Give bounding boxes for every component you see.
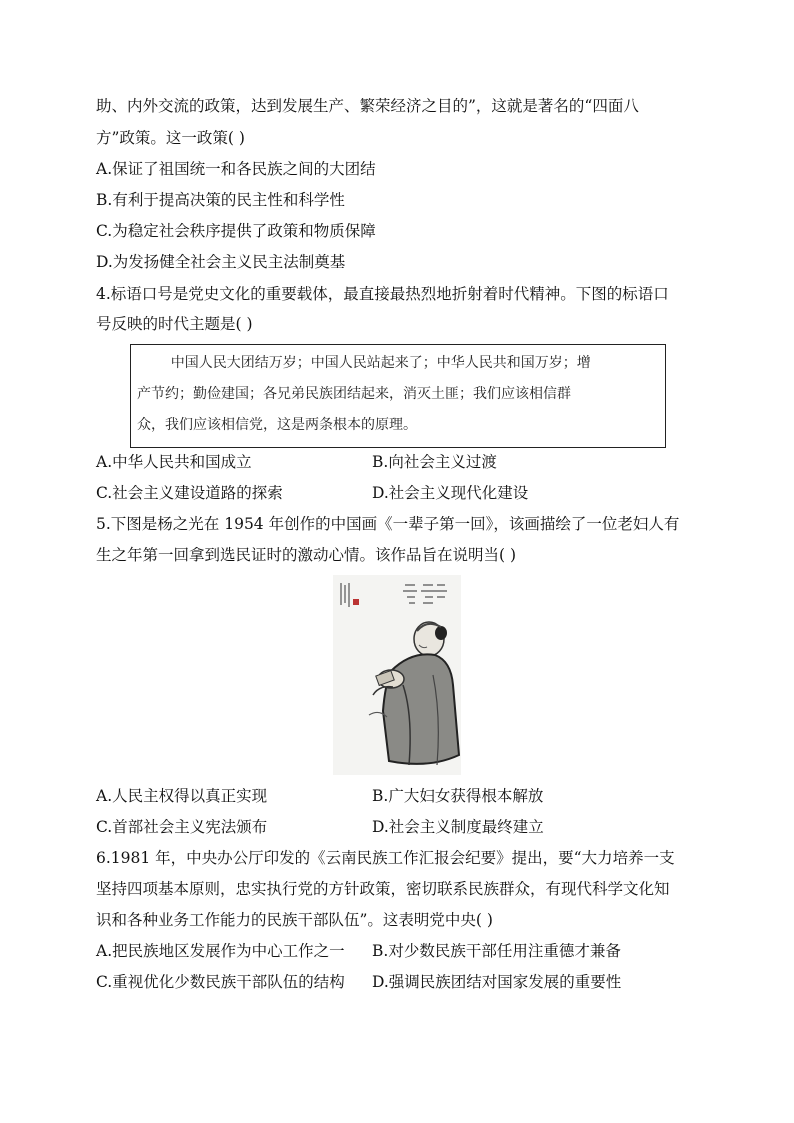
q5-option-b: B.广大妇女获得根本解放 [372, 787, 544, 805]
q3-stem-line1: 助、内外交流的政策，达到发展生产、繁荣经济之目的”，这就是著名的“四面八 [96, 97, 639, 115]
painting-illustration [333, 575, 461, 775]
q4-option-b: B.向社会主义过渡 [372, 453, 497, 471]
q6-stem-line1: 6.1981 年，中央办公厅印发的《云南民族工作汇报会纪要》提出，要“大力培养一支 [96, 849, 675, 867]
q5-stem-line1: 5.下图是杨之光在 1954 年创作的中国画《一辈子第一回》，该画描绘了一位老妇人有 [96, 515, 680, 533]
q5-option-a: A.人民主权得以真正实现 [96, 787, 268, 805]
q4-option-c: C.社会主义建设道路的探索 [96, 484, 283, 502]
q3-option-d: D.为发扬健全社会主义民主法制奠基 [96, 253, 346, 271]
seal-mark [353, 599, 359, 605]
q6-stem-line3: 识和各种业务工作能力的民族干部队伍”。这表明党中央( ) [96, 911, 493, 929]
q3-option-a: A.保证了祖国统一和各民族之间的大团结 [96, 160, 376, 178]
slogan-line3: 众，我们应该相信党，这是两条根本的原理。 [137, 417, 417, 433]
q5-option-c: C.首部社会主义宪法颁布 [96, 818, 268, 836]
q3-option-b: B.有利于提高决策的民主性和科学性 [96, 191, 345, 209]
q4-option-a: A.中华人民共和国成立 [96, 453, 252, 471]
q4-option-d: D.社会主义现代化建设 [372, 484, 529, 502]
q4-stem-line2: 号反映的时代主题是( ) [96, 315, 253, 333]
slogan-line2: 产节约；勤俭建国；各兄弟民族团结起来，消灭土匪；我们应该相信群 [137, 386, 571, 402]
q3-stem-line2: 方”政策。这一政策( ) [96, 129, 245, 147]
q6-option-b: B.对少数民族干部任用注重德才兼备 [372, 942, 621, 960]
q6-stem-line2: 坚持四项基本原则，忠实执行党的方针政策，密切联系民族群众，有现代科学文化知 [96, 880, 670, 898]
q4-stem-line1: 4.标语口号是党史文化的重要载体，最直接最热烈地折射着时代精神。下图的标语口 [96, 285, 669, 303]
q3-option-c: C.为稳定社会秩序提供了政策和物质保障 [96, 222, 376, 240]
q5-stem-line2: 生之年第一回拿到选民证时的激动心情。该作品旨在说明当( ) [96, 546, 517, 564]
painting-old-woman [333, 575, 461, 775]
q5-option-d: D.社会主义制度最终建立 [372, 818, 544, 836]
slogan-box [130, 344, 666, 448]
q6-option-a: A.把民族地区发展作为中心工作之一 [96, 942, 345, 960]
slogan-line1: 中国人民大团结万岁；中国人民站起来了；中华人民共和国万岁；增 [137, 355, 591, 371]
q6-option-c: C.重视优化少数民族干部队伍的结构 [96, 973, 345, 991]
q6-option-d: D.强调民族团结对国家发展的重要性 [372, 973, 622, 991]
